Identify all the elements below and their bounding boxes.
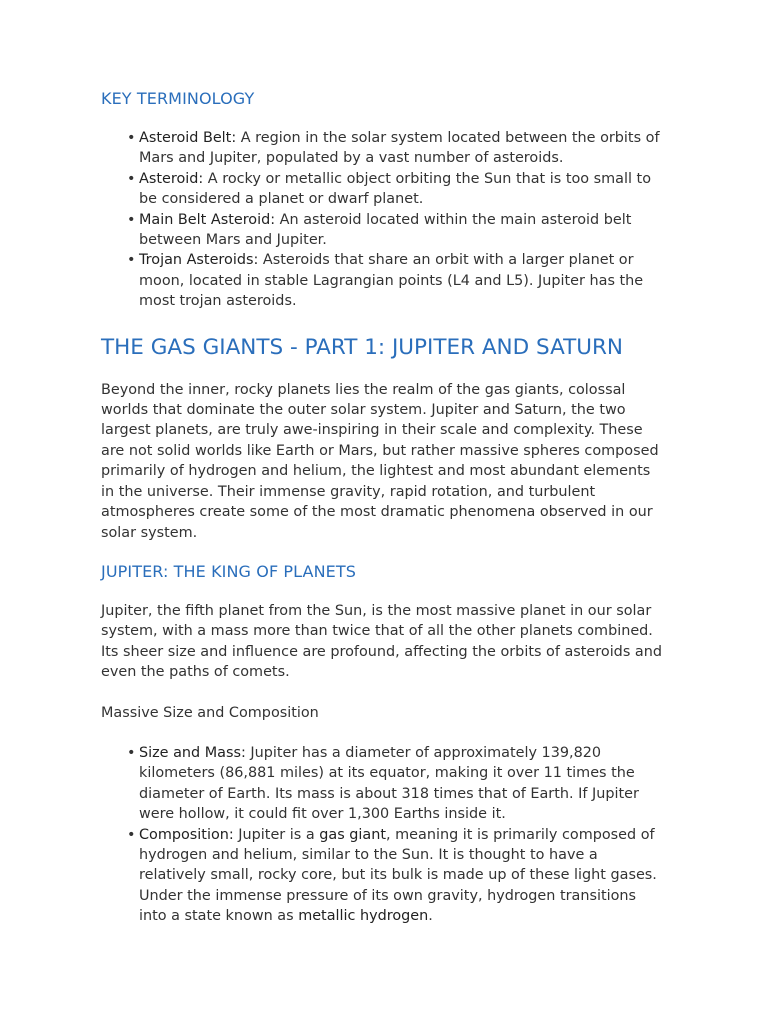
term-label: Asteroid:: [139, 170, 204, 187]
term-definition: , meaning it is primarily composed of hydrogen and helium, similar to the Sun. It is thought to have a relatively small, rocky core, but its bulk is made up of these light gases. Under the immense pressure of its own gravity, hydrogen transitions into a state known as: [139, 826, 657, 925]
term-label: Main Belt Asteroid:: [139, 211, 276, 228]
list-item: [127, 250, 667, 311]
term-definition: An asteroid located within the main asteroid belt between Mars and Jupiter.: [139, 211, 632, 249]
term-definition: Jupiter has a diameter of approximately 139,820 kilometers (86,881 miles) at its equator, making it over 11 times the diameter of Earth. Its mass is about 318 times that of Earth. If Jupiter were hollow, it could fit over 1,300 Earths inside it.: [139, 744, 639, 823]
document-page: [101, 88, 667, 927]
term-label: Trojan Asteroids:: [139, 252, 259, 269]
term-definition: Jupiter is a: [233, 826, 320, 843]
key-terminology-list: [101, 128, 667, 312]
bullet-icon: •: [127, 170, 136, 187]
list-item: [127, 169, 667, 210]
key-terminology-heading: KEY TERMINOLOGY: [101, 89, 255, 108]
bullet-icon: •: [127, 826, 136, 843]
list-item: [127, 128, 667, 169]
term-definition: Asteroids that share an orbit with a larger planet or moon, located in stable Lagrangian points (L4 and L5). Jupiter has the most trojan asteroids.: [139, 252, 644, 310]
list-item: [127, 210, 667, 251]
jupiter-heading: JUPITER: THE KING OF PLANETS: [101, 561, 357, 581]
list-item: [127, 743, 667, 825]
bullet-icon: •: [127, 252, 136, 269]
term-definition: A region in the solar system located between the orbits of Mars and Jupiter, populated by a vast number of asteroids.: [139, 130, 660, 167]
bullet-icon: •: [127, 130, 136, 146]
highlight-term: metallic hydrogen: [298, 908, 429, 925]
jupiter-intro: Jupiter, the fifth planet from the Sun, is the most massive planet in our solar system, with a mass more than twice that of all the other planets combined. Its sheer size and influence are profound, affecting the orbits of asteroids and even the paths of comets.: [101, 602, 662, 681]
jupiter-facts-list: [101, 743, 667, 927]
term-label: Composition:: [139, 826, 234, 843]
bullet-icon: •: [127, 744, 136, 761]
gas-giants-intro: Beyond the inner, rocky planets lies the realm of the gas giants, colossal worlds that dominate the outer solar system. Jupiter and Saturn, the two largest planets, are truly awe-inspiring in their scale and complexity. These are not solid worlds like Earth or Mars, but rather massive spheres composed primarily of hydrogen and helium, the lightest and most abundant elements in the universe. Their immense gravity, rapid rotation, and turbulent atmospheres create some of the most dramatic phenomena observed in our solar system.: [101, 381, 659, 541]
list-item: [127, 825, 667, 927]
gas-giants-heading: THE GAS GIANTS - PART 1: JUPITER AND SATURN: [101, 334, 623, 360]
term-definition: .: [428, 908, 433, 925]
term-label: Size and Mass:: [139, 744, 246, 761]
bullet-icon: •: [127, 211, 136, 228]
term-label: Asteroid Belt:: [139, 130, 237, 146]
highlight-term: gas giant: [319, 826, 387, 843]
term-definition: A rocky or metallic object orbiting the Sun that is too small to be considered a planet or dwarf planet.: [139, 170, 651, 208]
size-composition-subheading: Massive Size and Composition: [101, 704, 319, 721]
